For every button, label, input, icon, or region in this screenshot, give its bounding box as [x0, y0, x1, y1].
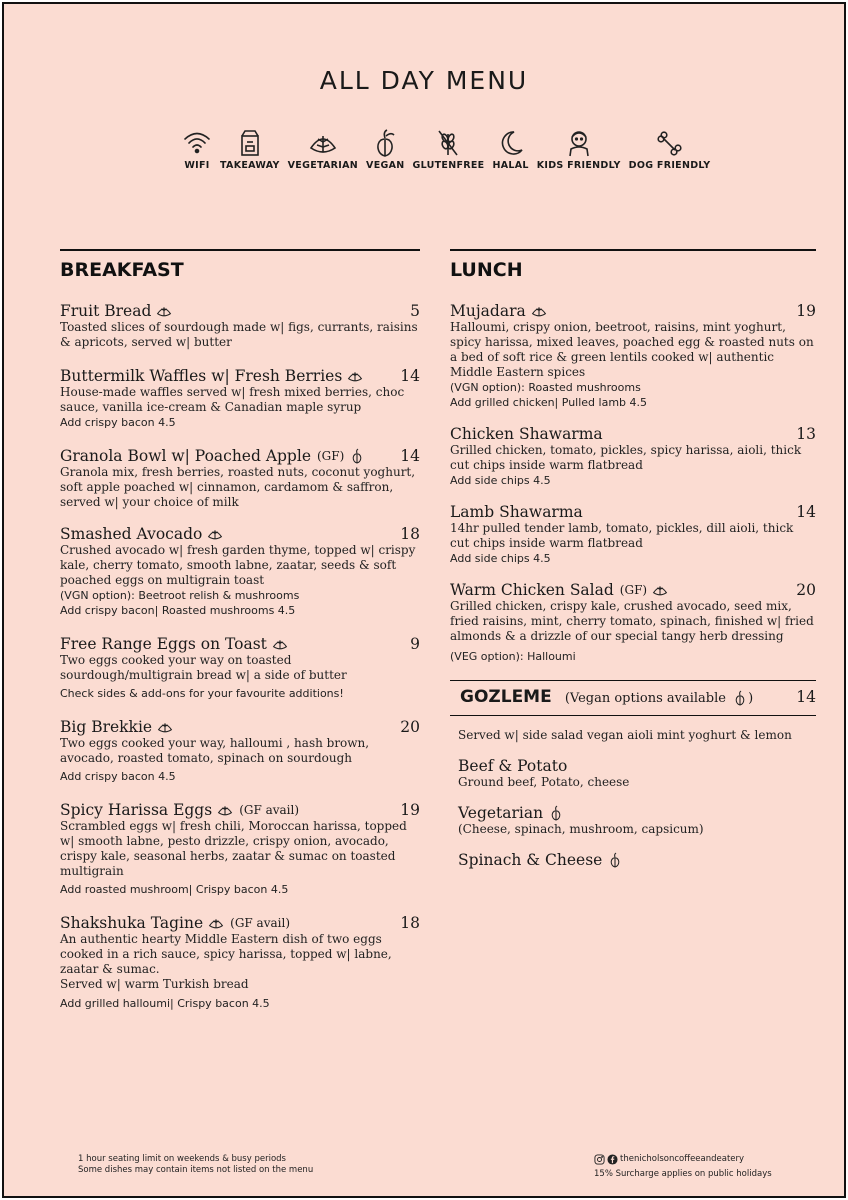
item-price: 14 [400, 367, 420, 385]
menu-item [450, 503, 816, 566]
gozleme-served-with: Served w| side salad vegan aioli mint yoghurt & lemon [458, 728, 792, 742]
legend-label: KIDS FRIENDLY [536, 160, 621, 171]
item-addon: Add crispy bacon 4.5 [60, 416, 176, 429]
item-option: (VGN option): Beetroot relish & mushrooms [60, 589, 300, 602]
menu-item [60, 718, 420, 784]
seating-limit-note: 1 hour seating limit on weekends & busy periods [78, 1154, 286, 1164]
vegetarian-icon [652, 582, 668, 598]
item-description: Halloumi, crispy onion, beetroot, raisins, mint yoghurt, spicy harissa, mixed leaves, poached egg & roasted nuts on a bed of soft rice & green lentils cooked w| authentic Middle Eastern spices [450, 320, 814, 379]
item-description: Scrambled eggs w| fresh chili, Moroccan harissa, topped w| smooth labne, pesto drizzle, crispy onion, avocado, crispy kale, seasonal herbs, zaatar & sumac on toasted multigrain [60, 819, 407, 878]
vegan-icon [607, 852, 623, 868]
item-price: 18 [400, 525, 420, 543]
item-price: 5 [410, 302, 420, 320]
takeaway-icon [235, 128, 265, 158]
vegan-icon [732, 690, 748, 706]
item-price: 14 [796, 503, 816, 521]
item-name: Vegetarian [458, 804, 544, 822]
menu-item [458, 804, 816, 837]
legend-glutenfree [413, 128, 485, 171]
item-description: Crushed avocado w| fresh garden thyme, topped w| crispy kale, cherry tomato, smooth labne, zaatar, seeds & soft poached eggs on multigrain toast [60, 543, 416, 587]
breakfast-section [60, 249, 420, 1011]
wifi-icon [182, 128, 212, 158]
item-price: 18 [400, 914, 420, 932]
item-name: Spicy Harissa Eggs [60, 801, 213, 819]
item-addon: Add grilled halloumi| Crispy bacon 4.5 [60, 997, 270, 1010]
surcharge-note: 15% Surcharge applies on public holidays [594, 1169, 772, 1179]
item-description: 14hr pulled tender lamb, tomato, pickles, dill aioli, thick cut chips inside warm flatbread [450, 521, 794, 550]
vegetarian-icon [217, 802, 233, 818]
breakfast-heading: BREAKFAST [60, 249, 420, 281]
item-description: Grilled chicken, crispy kale, crushed avocado, seed mix, fried raisins, mint, cherry tomato, spinach, finished w| fried almonds & a drizzle of our special tangy herb dressing [450, 599, 814, 643]
item-description: Two eggs cooked your way, halloumi , hash brown, avocado, roasted tomato, spinach on sourdough [60, 736, 370, 765]
item-name: Spinach & Cheese [458, 851, 603, 869]
facebook-icon [607, 1154, 618, 1165]
item-description: Granola mix, fresh berries, roasted nuts, coconut yoghurt, soft apple poached w| cinnamon, cardamom & saffron, served w| your choice of milk [60, 465, 416, 509]
legend-label: GLUTENFREE [412, 160, 485, 171]
legend-label: VEGAN [366, 160, 405, 171]
legend-kids-friendly [537, 128, 621, 171]
legend-vegan [366, 128, 404, 171]
lunch-section [450, 249, 816, 869]
item-tag: (GF avail) [230, 916, 290, 930]
legend-label: VEGETARIAN [287, 160, 359, 171]
item-description: An authentic hearty Middle Eastern dish of two eggs cooked in a rich sauce, spicy harissa, topped w| labne, zaatar & sumac. [60, 932, 392, 976]
item-addon: Add crispy bacon 4.5 [60, 770, 176, 783]
vegetarian-icon [531, 303, 547, 319]
social-handle: thenicholsoncoffeeandeatery [620, 1154, 745, 1164]
legend-wifi [182, 128, 212, 171]
gozleme-price: 14 [796, 688, 816, 706]
kids-friendly-icon [564, 128, 594, 158]
item-name: Fruit Bread [60, 302, 152, 320]
halal-icon [496, 128, 526, 158]
item-description: (Cheese, spinach, mushroom, capsicum) [458, 822, 704, 836]
item-name: Granola Bowl w| Poached Apple [60, 447, 311, 465]
item-option: (VGN option): Roasted mushrooms [450, 381, 641, 394]
item-name: Chicken Shawarma [450, 425, 603, 443]
item-addon: Check sides & add-ons for your favourite additions! [60, 687, 344, 700]
legend-label: HALAL [492, 160, 529, 171]
dog-friendly-icon [655, 128, 685, 158]
menu-item [450, 581, 816, 664]
menu-item [450, 425, 816, 488]
vegetarian-icon [207, 526, 223, 542]
vegan-icon [349, 448, 365, 464]
legend-label: DOG FRIENDLY [628, 160, 711, 171]
item-tag: (GF) [317, 449, 345, 463]
legend-halal [492, 128, 528, 171]
menu-item [60, 525, 420, 618]
legend-label: TAKEAWAY [220, 160, 280, 171]
item-description-extra: Served w| warm Turkish bread [60, 977, 249, 991]
item-description: Ground beef, Potato, cheese [458, 775, 630, 789]
item-description: Toasted slices of sourdough made w| figs, currants, raisins & apricots, served w| butter [60, 320, 418, 349]
gozleme-heading: GOZLEME [460, 687, 552, 707]
item-option: (VEG option): Halloumi [450, 650, 576, 663]
lunch-heading: LUNCH [450, 249, 816, 281]
vegan-icon [370, 128, 400, 158]
menu-item [60, 801, 420, 897]
vegetarian-icon [156, 303, 172, 319]
item-name: Shakshuka Tagine [60, 914, 204, 932]
menu-page [2, 2, 846, 1198]
item-addon: Add side chips 4.5 [450, 474, 551, 487]
gozleme-subtitle-close: ) [748, 691, 754, 706]
item-name: Lamb Shawarma [450, 503, 583, 521]
legend-dog-friendly [629, 128, 711, 171]
menu-item [60, 447, 420, 510]
gozleme-heading-bar [450, 680, 816, 716]
social-handle-row [594, 1154, 744, 1165]
vegetarian-icon [308, 128, 338, 158]
item-description: House-made waffles served w| fresh mixed berries, choc sauce, vanilla ice-cream & Canadian maple syrup [60, 385, 405, 414]
item-addon: Add side chips 4.5 [450, 552, 551, 565]
legend-vegetarian [288, 128, 358, 171]
item-name: Free Range Eggs on Toast [60, 635, 267, 653]
vegetarian-icon [272, 636, 288, 652]
item-price: 14 [400, 447, 420, 465]
legend-label: WIFI [184, 160, 210, 171]
menu-title: ALL DAY MENU [319, 66, 529, 95]
item-price: 13 [796, 425, 816, 443]
menu-item [458, 851, 816, 869]
vegetarian-icon [157, 719, 173, 735]
vegetarian-icon [347, 368, 363, 384]
item-addon: Add roasted mushroom| Crispy bacon 4.5 [60, 883, 289, 896]
ingredients-note: Some dishes may contain items not listed on the menu [78, 1165, 314, 1175]
menu-item [60, 635, 420, 701]
item-price: 20 [400, 718, 420, 736]
item-price: 19 [400, 801, 420, 819]
gozleme-subtitle: (Vegan options available [564, 691, 726, 706]
item-addon: Add crispy bacon| Roasted mushrooms 4.5 [60, 604, 296, 617]
item-name: Buttermilk Waffles w| Fresh Berries [60, 367, 343, 385]
dietary-legend [182, 128, 718, 171]
item-price: 19 [796, 302, 816, 320]
item-price: 9 [410, 635, 420, 653]
menu-item [450, 302, 816, 410]
menu-item [60, 367, 420, 430]
item-description: Two eggs cooked your way on toasted sourdough/multigrain bread w| a side of butter [60, 653, 347, 682]
legend-takeaway [220, 128, 280, 171]
item-price: 20 [796, 581, 816, 599]
instagram-icon [594, 1154, 605, 1165]
menu-item [458, 757, 816, 790]
footer-notes [78, 1154, 313, 1176]
item-name: Big Brekkie [60, 718, 153, 736]
item-name: Mujadara [450, 302, 526, 320]
item-tag: (GF avail) [239, 803, 300, 817]
footer-social [594, 1154, 772, 1180]
item-description: Grilled chicken, tomato, pickles, spicy harissa, aioli, thick cut chips inside warm flatbread [450, 443, 802, 472]
item-tag: (GF) [619, 583, 648, 597]
item-addon: Add grilled chicken| Pulled lamb 4.5 [450, 396, 648, 409]
item-name: Smashed Avocado [60, 525, 203, 543]
glutenfree-icon [433, 128, 463, 158]
vegan-icon [548, 805, 564, 821]
vegetarian-icon [208, 915, 224, 931]
menu-item [60, 302, 420, 350]
item-name: Warm Chicken Salad [450, 581, 614, 599]
item-name: Beef & Potato [458, 757, 568, 775]
menu-item [60, 914, 420, 1011]
